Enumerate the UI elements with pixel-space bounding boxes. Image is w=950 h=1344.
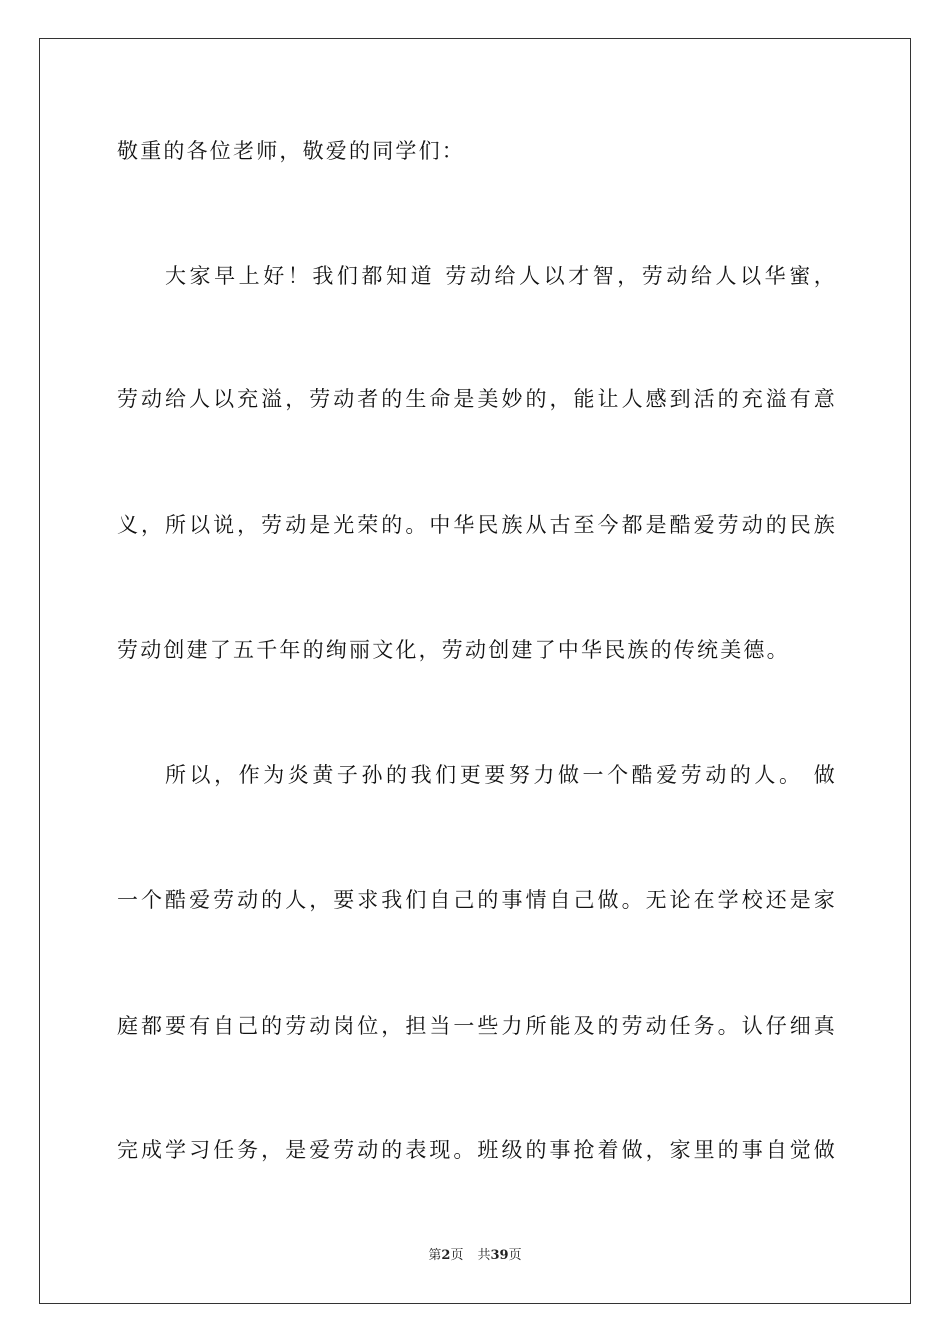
body-line: 劳动给人以充溢，劳动者的生命是美妙的，能让人感到活的充溢有意 (117, 387, 837, 411)
body-line: 所以，作为炎黄子孙的我们更要努力做一个酷爱劳动的人。 做 (165, 763, 837, 787)
body-line: 庭都要有自己的劳动岗位，担当一些力所能及的劳动任务。认仔细真 (117, 1014, 837, 1038)
body-line: 义，所以说，劳动是光荣的。中华民族从古至今都是酷爱劳动的民族 (117, 513, 837, 537)
page-prefix: 第 (428, 1248, 442, 1263)
salutation-line: 敬重的各位老师，敬爱的同学们： (117, 139, 465, 163)
page-number: 2 (441, 1248, 451, 1263)
total-prefix: 共 (477, 1248, 491, 1263)
body-line: 完成学习任务，是爱劳动的表现。班级的事抢着做，家里的事自觉做 (117, 1138, 837, 1162)
total-pages: 39 (490, 1248, 509, 1263)
page-suffix: 页 (450, 1248, 464, 1263)
body-line: 大家早上好！我们都知道 劳动给人以才智，劳动给人以华蜜， (165, 264, 837, 288)
body-line: 一个酷爱劳动的人，要求我们自己的事情自己做。无论在学校还是家 (117, 888, 837, 912)
page-footer (0, 1247, 950, 1265)
total-suffix: 页 (508, 1248, 522, 1263)
page-border (39, 38, 911, 1304)
body-line: 劳动创建了五千年的绚丽文化，劳动创建了中华民族的传统美德。 (117, 638, 790, 662)
